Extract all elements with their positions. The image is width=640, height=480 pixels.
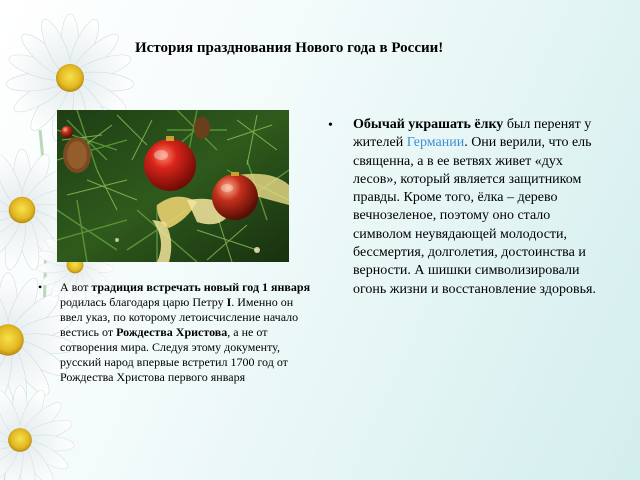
right-text-block <box>328 116 598 299</box>
text-run: был перенят у жителей <box>353 117 592 151</box>
text-run: . Они верили, что ель священна, а в ее ветвях живет «дух лесов», который является защитником правды. Кроме того, ёлка – дерево вечнозеленое, поэтому оно стало символом неувядающей молодости, бессмертия, долголетия, достоинства и верности. А шишки символизировали огонь жизни и восстановление здоровья. <box>353 135 596 297</box>
slide-title: История празднования Нового года в России! <box>135 40 444 56</box>
text-run: А вот <box>60 280 92 294</box>
bullet-marker: • <box>38 280 43 294</box>
accent-germany: Германии <box>406 135 465 151</box>
text-run: , а не от сотворения мира. Следуя этому документу, русский народ впервые встретил 1700 год от Рождества Христова первого января <box>60 325 288 384</box>
emphasis-new-year-tradition: традиция встречать новый год 1 января <box>91 280 311 294</box>
text-run: . Именно он ввел указ, по которому летоисчисление начало вестись от <box>60 295 299 339</box>
right-paragraph <box>353 116 598 299</box>
emphasis-peter-i: I <box>226 295 232 309</box>
left-paragraph <box>60 280 313 385</box>
christmas-tree-photo <box>57 110 289 262</box>
emphasis-tree-custom: Обычай украшать ёлку <box>353 117 504 132</box>
left-text-block <box>38 280 313 385</box>
bullet-marker: • <box>328 118 333 133</box>
emphasis-nativity: Рождества Христова <box>116 325 228 339</box>
text-run: родилась благодаря царю Петру <box>60 295 227 309</box>
